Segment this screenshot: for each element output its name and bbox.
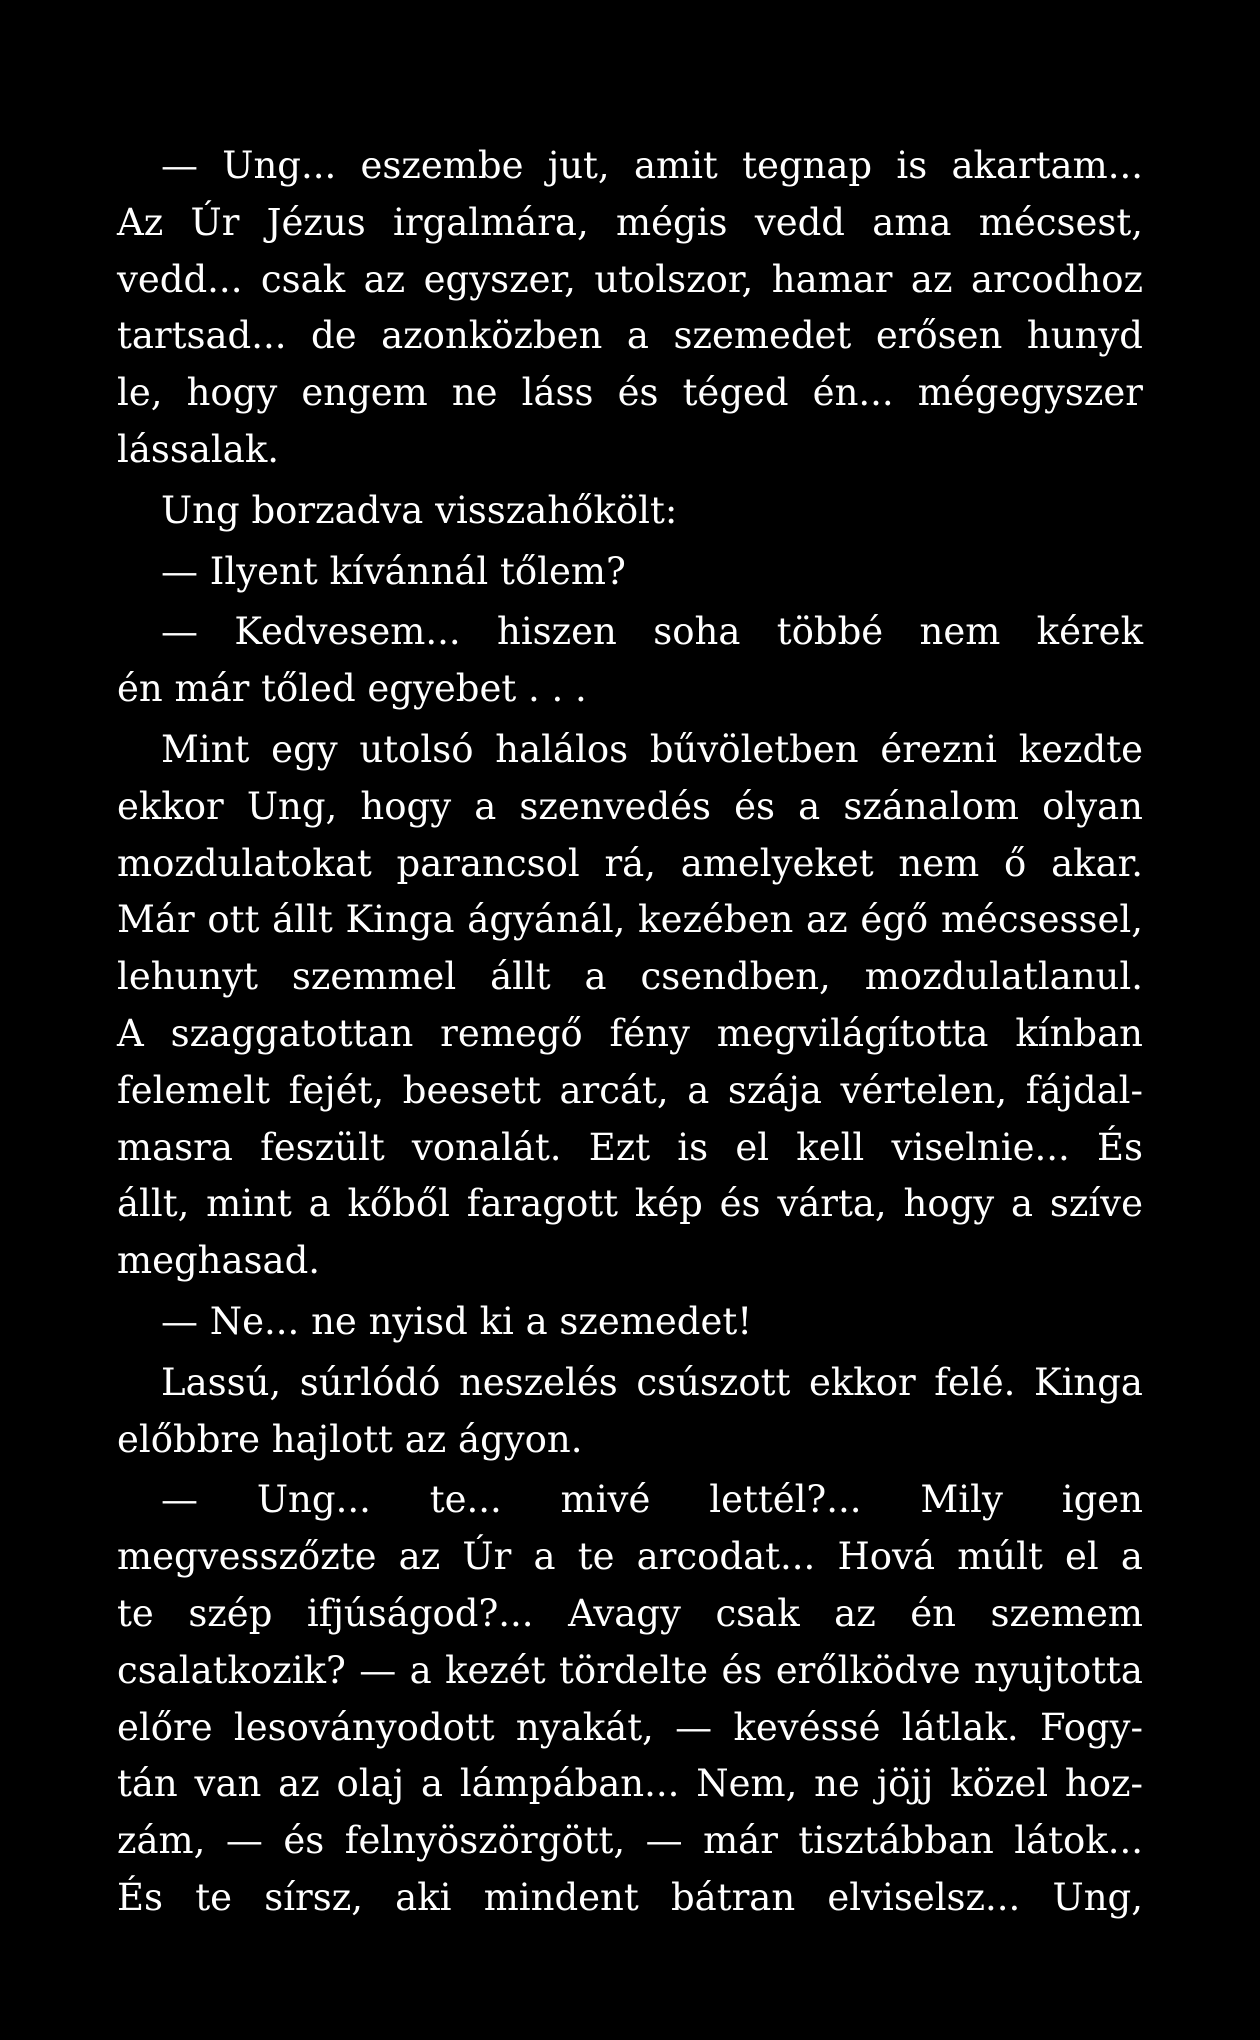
book-page-text xyxy=(117,138,1143,1927)
text-line: Mint egy utolsó halálos bűvöletben érezni kezdte xyxy=(161,727,1143,771)
text-line: Lassú, súrlódó neszelés csúszott ekkor felé. Kinga xyxy=(161,1360,1143,1404)
text-line: Ung borzadva visszahőkölt: xyxy=(161,488,678,532)
text-line: A szaggatottan remegő fény megvilágította kínban xyxy=(117,1011,1143,1055)
text-line: csalatkozik? — a kezét tördelte és erőlködve nyujtotta xyxy=(117,1648,1143,1692)
text-line: — Ilyent kívánnál tőlem? xyxy=(161,549,626,593)
text-line: És te sírsz, aki mindent bátran elviselsz... Ung, xyxy=(117,1875,1143,1919)
text-line: Az Úr Jézus irgalmára, mégis vedd ama mécsest, xyxy=(117,200,1143,244)
text-line: te szép ifjúságod?... Avagy csak az én szemem xyxy=(117,1591,1143,1635)
text-line: felemelt fejét, beesett arcát, a szája vértelen, fájdal- xyxy=(117,1068,1143,1112)
text-line: lássalak. xyxy=(117,427,280,471)
text-line: masra feszült vonalát. Ezt is el kell viselnie... És xyxy=(117,1125,1143,1169)
text-line: zám, — és felnyöszörgött, — már tisztábban látok... xyxy=(117,1819,1143,1863)
text-line: — Ung... eszembe jut, amit tegnap is akartam... xyxy=(161,144,1143,187)
text-line: tán van az olaj a lámpában... Nem, ne jöjj közel hoz- xyxy=(117,1762,1143,1806)
text-line: előbbre hajlott az ágyon. xyxy=(117,1417,583,1461)
text-line: — Ung... te... mivé lettél?... Mily igen xyxy=(161,1478,1143,1522)
text-line: megvesszőzte az Úr a te arcodat... Hová múlt el a xyxy=(117,1535,1143,1579)
text-line: meghasad. xyxy=(117,1239,321,1283)
text-line: ekkor Ung, hogy a szenvedés és a szánalom olyan xyxy=(117,784,1143,828)
text-line: előre lesoványodott nyakát, — kevéssé látlak. Fogy- xyxy=(117,1705,1143,1749)
text-line: lehunyt szemmel állt a csendben, mozdulatlanul. xyxy=(117,955,1143,999)
text-line: mozdulatokat parancsol rá, amelyeket nem ő akar. xyxy=(117,841,1143,885)
text-line: le, hogy engem ne láss és téged én... mégegyszer xyxy=(117,371,1143,415)
text-line: vedd... csak az egyszer, utolszor, hamar az arcodhoz xyxy=(117,257,1143,301)
text-line: — Kedvesem... hiszen soha többé nem kérek xyxy=(161,610,1143,654)
text-line: én már tőled egyebet . . . xyxy=(117,667,587,711)
text-line: Már ott állt Kinga ágyánál, kezében az égő mécsessel, xyxy=(117,898,1143,942)
text-line: — Ne... ne nyisd ki a szemedet! xyxy=(161,1299,753,1343)
text-line: állt, mint a kőből faragott kép és várta, hogy a szíve xyxy=(117,1182,1143,1226)
text-line: tartsad... de azonközben a szemedet erősen hunyd xyxy=(117,314,1143,358)
